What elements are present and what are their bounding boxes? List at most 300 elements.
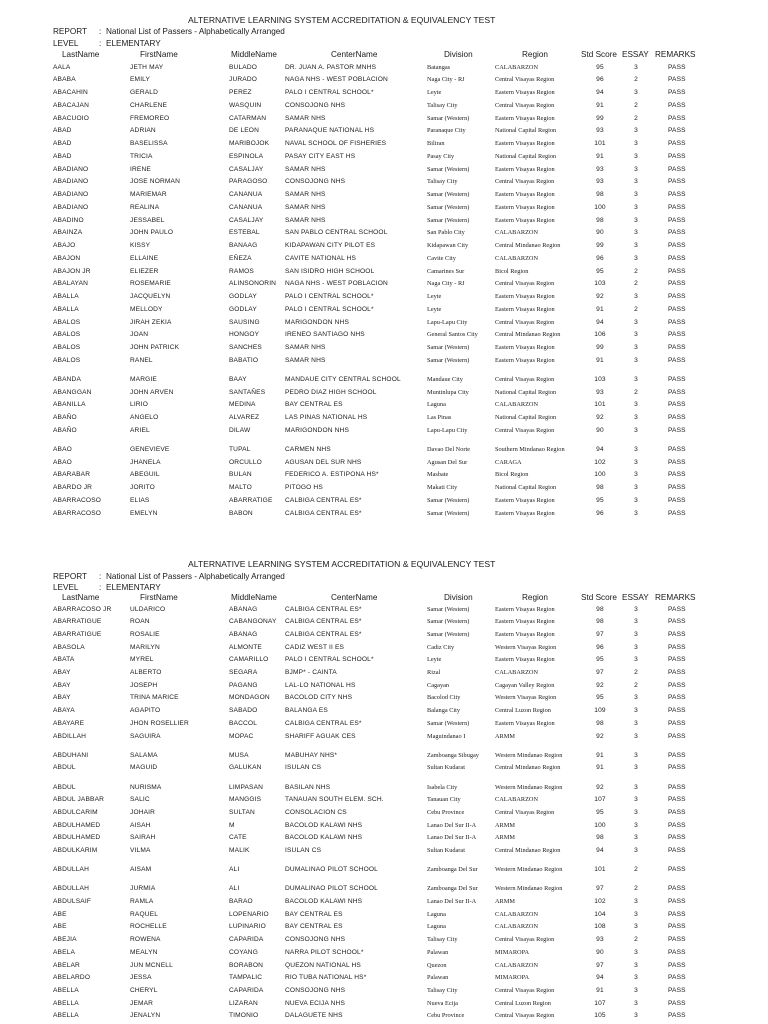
cell-remarks: PASS <box>668 751 686 759</box>
cell-remarks: PASS <box>668 165 686 173</box>
cell-division: Bacolod City <box>427 694 461 702</box>
col-header-std-score: Std Score <box>581 49 617 59</box>
cell-centername: DALAGUETE NHS <box>285 1012 343 1020</box>
cell-centername: NARRA PILOT SCHOOL* <box>285 948 364 956</box>
cell-centername: PASAY CITY EAST HS <box>285 152 356 160</box>
cell-centername: NAVAL SCHOOL OF FISHERIES <box>285 140 387 148</box>
cell-std-score: 92 <box>596 293 604 301</box>
cell-firstname: ROSEMARIE <box>130 280 171 288</box>
cell-firstname: JURMIA <box>130 885 156 893</box>
cell-essay: 2 <box>634 885 638 893</box>
cell-remarks: PASS <box>668 885 686 893</box>
table-row <box>0 680 768 693</box>
cell-essay: 2 <box>634 114 638 122</box>
cell-division: Samar (Western) <box>427 509 470 517</box>
cell-middlename: MONDAGON <box>229 694 270 702</box>
cell-remarks: PASS <box>668 1012 686 1020</box>
cell-centername: PARANAQUE NATIONAL HS <box>285 127 375 135</box>
cell-division: Laguna <box>427 910 446 918</box>
cell-firstname: ELIAS <box>130 496 150 504</box>
cell-centername: LAS PINAS NATIONAL HS <box>285 414 368 422</box>
cell-std-score: 90 <box>596 948 604 956</box>
cell-division: Pasay City <box>427 152 455 160</box>
cell-lastname: ABALLA <box>53 305 79 313</box>
cell-essay: 3 <box>634 605 638 613</box>
cell-centername: PALO I CENTRAL SCHOOL* <box>285 656 374 664</box>
cell-std-score: 95 <box>596 267 604 275</box>
cell-centername: IRENEO SANTIAGO NHS <box>285 331 365 339</box>
cell-remarks: PASS <box>668 618 686 626</box>
cell-division: Maguindanao I <box>427 732 466 740</box>
cell-region: Eastern Visayas Region <box>495 605 555 613</box>
cell-centername: BACOLOD KALAWI NHS <box>285 821 363 829</box>
cell-region: Eastern Visayas Region <box>495 656 555 664</box>
cell-lastname: ABAÑO <box>53 414 77 422</box>
cell-lastname: ABDULLAH <box>53 885 90 893</box>
col-header-region: Region <box>522 49 548 59</box>
cell-remarks: PASS <box>668 808 686 816</box>
cell-centername: CONSOJONG NHS <box>285 936 346 944</box>
cell-centername: SAMAR NHS <box>285 356 326 364</box>
cell-essay: 3 <box>634 751 638 759</box>
cell-region: ARMM <box>495 821 515 829</box>
col-header-essay: ESSAY <box>622 592 649 602</box>
cell-division: General Santos City <box>427 331 478 339</box>
cell-essay: 3 <box>634 986 638 994</box>
cell-centername: NUEVA ECIJA NHS <box>285 999 346 1007</box>
cell-centername: CAVITE NATIONAL HS <box>285 254 357 262</box>
cell-firstname: MARILYN <box>130 643 160 651</box>
cell-std-score: 90 <box>596 426 604 434</box>
cell-essay: 3 <box>634 331 638 339</box>
cell-centername: TANAUAN SOUTH ELEM. SCH. <box>285 796 384 804</box>
cell-division: San Pablo City <box>427 229 465 237</box>
cell-firstname: JOSE NORMAN <box>130 178 181 186</box>
cell-essay: 3 <box>634 732 638 740</box>
cell-lastname: ABASOLA <box>53 643 85 651</box>
cell-division: Naga City - RJ <box>427 280 465 288</box>
level-separator: : <box>99 582 102 592</box>
cell-firstname: EMELYN <box>130 509 158 517</box>
cell-firstname: ADRIAN <box>130 127 156 135</box>
cell-division: Mandaue City <box>427 375 463 383</box>
cell-centername: PALO I CENTRAL SCHOOL* <box>285 305 374 313</box>
cell-std-score: 100 <box>594 203 606 211</box>
cell-lastname: ABAYARE <box>53 719 85 727</box>
cell-division: Leyte <box>427 89 442 97</box>
cell-middlename: BACCOL <box>229 719 258 727</box>
cell-centername: BACOLOD KALAWI NHS <box>285 834 363 842</box>
cell-std-score: 102 <box>594 458 606 466</box>
cell-lastname: ABALOS <box>53 331 81 339</box>
cell-firstname: JOSEPH <box>130 681 158 689</box>
cell-firstname: MEALYN <box>130 948 158 956</box>
cell-region: Western Mindanao Region <box>495 783 563 791</box>
cell-middlename: MEDINA <box>229 401 256 409</box>
cell-lastname: ABDUL JABBAR <box>53 796 105 804</box>
cell-std-score: 91 <box>596 764 604 772</box>
cell-centername: SAN ISIDRO HIGH SCHOOL <box>285 267 375 275</box>
cell-essay: 3 <box>634 178 638 186</box>
cell-region: National Capital Region <box>495 388 557 396</box>
cell-division: Isabela City <box>427 783 458 791</box>
cell-lastname: ABAO <box>53 445 72 453</box>
cell-firstname: JOHN ARVEN <box>130 388 174 396</box>
cell-centername: SAMAR NHS <box>285 165 326 173</box>
cell-region: CALABARZON <box>495 229 539 237</box>
table-row <box>0 425 768 438</box>
cell-remarks: PASS <box>668 484 686 492</box>
cell-division: Cagayan <box>427 681 450 689</box>
cell-essay: 3 <box>634 375 638 383</box>
cell-middlename: ABANAG <box>229 631 258 639</box>
cell-essay: 3 <box>634 318 638 326</box>
cell-std-score: 98 <box>596 834 604 842</box>
cell-firstname: SALAMA <box>130 751 158 759</box>
cell-division: Sultan Kudarat <box>427 764 465 772</box>
table-row <box>0 399 768 412</box>
cell-lastname: ABANGGAN <box>53 388 92 396</box>
table-row <box>0 642 768 655</box>
cell-lastname: AALA <box>53 63 71 71</box>
level-separator: : <box>99 38 102 48</box>
cell-centername: MARIGONDON NHS <box>285 426 350 434</box>
cell-lastname: ABAY <box>53 669 71 677</box>
cell-remarks: PASS <box>668 974 686 982</box>
cell-centername: CADIZ WEST II ES <box>285 643 345 651</box>
cell-firstname: ELLAINE <box>130 254 159 262</box>
cell-std-score: 98 <box>596 216 604 224</box>
cell-centername: MARIGONDON NHS <box>285 318 350 326</box>
cell-essay: 2 <box>634 681 638 689</box>
cell-remarks: PASS <box>668 254 686 262</box>
table-row <box>0 807 768 820</box>
cell-middlename: SANTAÑES <box>229 388 266 396</box>
cell-essay: 3 <box>634 458 638 466</box>
cell-essay: 3 <box>634 783 638 791</box>
row-group <box>0 604 768 744</box>
cell-middlename: WASQUIN <box>229 101 262 109</box>
cell-middlename: JURADO <box>229 76 258 84</box>
table-row <box>0 960 768 973</box>
cell-lastname: ABATA <box>53 656 75 664</box>
cell-essay: 3 <box>634 821 638 829</box>
cell-middlename: M <box>229 821 235 829</box>
cell-lastname: ABADIANO <box>53 178 89 186</box>
cell-std-score: 92 <box>596 414 604 422</box>
cell-region: Eastern Visayas Region <box>495 293 555 301</box>
cell-middlename: CANANUA <box>229 203 263 211</box>
cell-firstname: ARIEL <box>130 426 150 434</box>
cell-region: Cagayan Valley Region <box>495 681 555 689</box>
cell-remarks: PASS <box>668 834 686 842</box>
cell-middlename: MALTO <box>229 484 252 492</box>
passers-table-body <box>0 62 768 521</box>
table-row <box>0 820 768 833</box>
row-group <box>0 750 768 775</box>
cell-essay: 3 <box>634 1012 638 1020</box>
cell-lastname: ABARDO JR <box>53 484 93 492</box>
cell-firstname: JEMAR <box>130 999 154 1007</box>
cell-essay: 3 <box>634 484 638 492</box>
cell-firstname: TRICIA <box>130 152 153 160</box>
col-header-essay: ESSAY <box>622 49 649 59</box>
cell-std-score: 99 <box>596 344 604 352</box>
table-row <box>0 387 768 400</box>
cell-middlename: CAPARIDA <box>229 986 264 994</box>
column-header-row <box>0 592 768 603</box>
cell-std-score: 94 <box>596 318 604 326</box>
cell-essay: 3 <box>634 344 638 352</box>
cell-middlename: CANANUA <box>229 191 263 199</box>
cell-essay: 3 <box>634 948 638 956</box>
col-header-firstname: FirstName <box>140 592 178 602</box>
table-row <box>0 266 768 279</box>
cell-centername: BALANGA ES <box>285 707 328 715</box>
cell-middlename: BARAO <box>229 898 253 906</box>
cell-region: Central Visayas Region <box>495 101 555 109</box>
cell-centername: AGUSAN DEL SUR NHS <box>285 458 362 466</box>
cell-region: ARMM <box>495 834 515 842</box>
col-header-remarks: REMARKS <box>655 592 696 602</box>
table-row <box>0 616 768 629</box>
cell-std-score: 90 <box>596 229 604 237</box>
cell-essay: 3 <box>634 414 638 422</box>
cell-remarks: PASS <box>668 375 686 383</box>
cell-remarks: PASS <box>668 114 686 122</box>
cell-middlename: MOPAC <box>229 732 254 740</box>
cell-remarks: PASS <box>668 866 686 874</box>
cell-std-score: 91 <box>596 986 604 994</box>
column-header-row <box>0 49 768 60</box>
cell-remarks: PASS <box>668 414 686 422</box>
cell-remarks: PASS <box>668 847 686 855</box>
report-title: ALTERNATIVE LEARNING SYSTEM ACCREDITATION & EQUIVALENCY TEST <box>188 14 496 25</box>
cell-region: Eastern Visayas Region <box>495 216 555 224</box>
cell-region: Central Visayas Region <box>495 318 555 326</box>
cell-essay: 3 <box>634 152 638 160</box>
report-label: REPORT <box>53 571 87 581</box>
cell-firstname: MARGIE <box>130 375 157 383</box>
table-row <box>0 215 768 228</box>
cell-middlename: CATARMAN <box>229 114 267 122</box>
passers-table-body <box>0 604 768 1023</box>
table-row <box>0 731 768 744</box>
cell-firstname: ABEGUIL <box>130 471 160 479</box>
cell-lastname: ABAD <box>53 140 72 148</box>
table-row <box>0 985 768 998</box>
cell-middlename: EÑEZA <box>229 254 252 262</box>
cell-firstname: ULDARICO <box>130 605 166 613</box>
table-row <box>0 864 768 877</box>
cell-remarks: PASS <box>668 999 686 1007</box>
cell-middlename: ALVAREZ <box>229 414 260 422</box>
table-row <box>0 176 768 189</box>
cell-middlename: LOPENARIO <box>229 910 269 918</box>
cell-lastname: ABADIANO <box>53 203 89 211</box>
cell-centername: SAMAR NHS <box>285 114 326 122</box>
cell-middlename: BULAN <box>229 471 252 479</box>
cell-std-score: 107 <box>594 999 606 1007</box>
row-group <box>0 62 768 368</box>
cell-middlename: SABADO <box>229 707 258 715</box>
cell-region: MIMAROPA <box>495 974 530 982</box>
cell-std-score: 96 <box>596 643 604 651</box>
cell-std-score: 101 <box>594 866 606 874</box>
level-label: LEVEL <box>53 38 79 48</box>
cell-essay: 3 <box>634 254 638 262</box>
cell-lastname: ABAY <box>53 681 71 689</box>
cell-essay: 3 <box>634 191 638 199</box>
report-title: ALTERNATIVE LEARNING SYSTEM ACCREDITATION & EQUIVALENCY TEST <box>188 558 496 569</box>
level-value: ELEMENTARY <box>106 38 161 48</box>
cell-centername: SAMAR NHS <box>285 191 326 199</box>
cell-middlename: ORCULLO <box>229 458 262 466</box>
cell-division: Leyte <box>427 305 442 313</box>
cell-lastname: ABELA <box>53 948 76 956</box>
cell-firstname: CHARLENE <box>130 101 168 109</box>
col-header-remarks: REMARKS <box>655 49 696 59</box>
cell-middlename: ABANAG <box>229 605 258 613</box>
cell-middlename: ESTEBAL <box>229 229 260 237</box>
cell-essay: 3 <box>634 834 638 842</box>
report-value: National List of Passers - Alphabetically Arranged <box>106 26 285 36</box>
cell-middlename: GODLAY <box>229 305 257 313</box>
cell-lastname: ABAJO <box>53 242 76 250</box>
cell-std-score: 108 <box>594 923 606 931</box>
cell-centername: CONSOJONG NHS <box>285 986 346 994</box>
cell-remarks: PASS <box>668 719 686 727</box>
cell-region: Eastern Visayas Region <box>495 344 555 352</box>
cell-firstname: GENEVIEVE <box>130 445 170 453</box>
cell-centername: BJMP* - CAINTA <box>285 669 337 677</box>
cell-essay: 3 <box>634 707 638 715</box>
table-row <box>0 1010 768 1023</box>
cell-remarks: PASS <box>668 796 686 804</box>
cell-region: Central Visayas Region <box>495 375 555 383</box>
cell-region: Western Mindanao Region <box>495 885 563 893</box>
table-row <box>0 692 768 705</box>
cell-remarks: PASS <box>668 76 686 84</box>
cell-firstname: ANGELO <box>130 414 159 422</box>
cell-std-score: 98 <box>596 484 604 492</box>
cell-essay: 2 <box>634 669 638 677</box>
cell-centername: CALBIGA CENTRAL ES* <box>285 605 362 613</box>
cell-essay: 3 <box>634 974 638 982</box>
cell-essay: 2 <box>634 866 638 874</box>
cell-division: Davao Del Norte <box>427 445 471 453</box>
cell-division: Naga City - RJ <box>427 76 465 84</box>
table-row <box>0 412 768 425</box>
report-line <box>53 571 473 582</box>
cell-firstname: SALIC <box>130 796 150 804</box>
cell-centername: NAGA NHS - WEST POBLACION <box>285 280 388 288</box>
cell-region: CALABARZON <box>495 669 539 677</box>
cell-firstname: AGAPITO <box>130 707 161 715</box>
cell-centername: BAY CENTRAL ES <box>285 401 343 409</box>
table-row <box>0 87 768 100</box>
cell-middlename: PARAGOSO <box>229 178 268 186</box>
cell-division: Talisay City <box>427 986 458 994</box>
cell-region: MIMAROPA <box>495 948 530 956</box>
cell-firstname: FREMOREO <box>130 114 170 122</box>
level-value: ELEMENTARY <box>106 582 161 592</box>
cell-division: Tanauan City <box>427 796 461 804</box>
cell-firstname: MELLODY <box>130 305 163 313</box>
cell-region: CALABARZON <box>495 401 539 409</box>
cell-std-score: 104 <box>594 910 606 918</box>
cell-firstname: JESSA <box>130 974 152 982</box>
report-line <box>53 26 473 37</box>
cell-division: Lapu-Lapu City <box>427 426 468 434</box>
cell-middlename: RAMOS <box>229 267 254 275</box>
cell-firstname: KISSY <box>130 242 151 250</box>
cell-region: National Capital Region <box>495 484 557 492</box>
cell-lastname: ABELAR <box>53 961 80 969</box>
cell-division: Kidapawan City <box>427 242 469 250</box>
table-row <box>0 883 768 896</box>
table-row <box>0 794 768 807</box>
cell-essay: 3 <box>634 216 638 224</box>
cell-lastname: ABAD <box>53 152 72 160</box>
cell-std-score: 94 <box>596 89 604 97</box>
row-group <box>0 782 768 858</box>
cell-region: Bicol Region <box>495 471 529 479</box>
cell-remarks: PASS <box>668 986 686 994</box>
cell-firstname: JOHN PATRICK <box>130 344 180 352</box>
cell-lastname: ABACAJAN <box>53 101 90 109</box>
cell-lastname: ABABA <box>53 76 76 84</box>
cell-division: Cebu Province <box>427 1012 465 1020</box>
cell-firstname: ALBERTO <box>130 669 162 677</box>
cell-region: Central Visayas Region <box>495 986 555 994</box>
cell-firstname: JHANELA <box>130 458 161 466</box>
col-header-lastname: LastName <box>62 49 100 59</box>
cell-middlename: ALMONTE <box>229 643 262 651</box>
report-value: National List of Passers - Alphabetically Arranged <box>106 571 285 581</box>
cell-middlename: DE LEON <box>229 127 259 135</box>
cell-region: National Capital Region <box>495 152 557 160</box>
cell-division: Palawan <box>427 974 449 982</box>
col-header-division: Division <box>444 49 473 59</box>
cell-division: Cavite City <box>427 254 456 262</box>
cell-lastname: ABAINZA <box>53 229 83 237</box>
cell-essay: 3 <box>634 618 638 626</box>
cell-lastname: ABALOS <box>53 356 81 364</box>
table-row <box>0 654 768 667</box>
cell-middlename: MARIBOJOK <box>229 140 270 148</box>
cell-lastname: ABAJON <box>53 254 81 262</box>
cell-std-score: 95 <box>596 656 604 664</box>
cell-middlename: TAMPALIC <box>229 974 263 982</box>
cell-firstname: ROSALIE <box>130 631 160 639</box>
table-row <box>0 629 768 642</box>
cell-essay: 3 <box>634 356 638 364</box>
cell-firstname: REALINA <box>130 203 160 211</box>
cell-region: Western Visayas Region <box>495 694 557 702</box>
cell-essay: 3 <box>634 293 638 301</box>
table-row <box>0 998 768 1011</box>
cell-middlename: LUPINARIO <box>229 923 266 931</box>
cell-region: Eastern Visayas Region <box>495 719 555 727</box>
cell-lastname: ABDULCARIM <box>53 808 98 816</box>
cell-centername: CONSOJONG NHS <box>285 101 346 109</box>
cell-firstname: RAQUEL <box>130 910 159 918</box>
cell-firstname: ELIEZER <box>130 267 159 275</box>
table-row <box>0 782 768 795</box>
cell-centername: KIDAPAWAN CITY PILOT ES <box>285 242 376 250</box>
cell-firstname: MARIEMAR <box>130 191 167 199</box>
